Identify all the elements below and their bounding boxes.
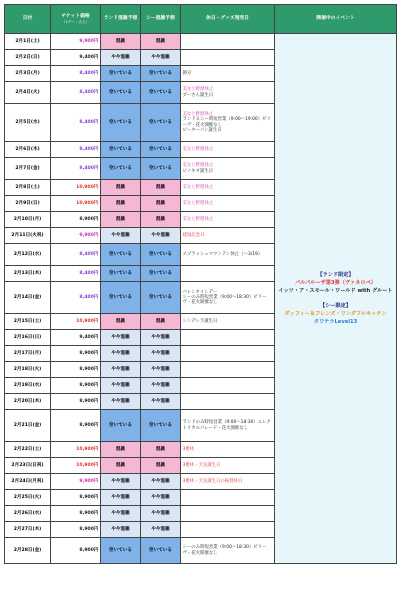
notes-cell <box>181 490 275 506</box>
date-cell: 2月27日(木) <box>5 522 51 538</box>
date-cell: 2月26日(水) <box>5 506 51 522</box>
price-cell: 8,900円 <box>51 522 101 538</box>
notes-cell <box>181 538 275 564</box>
sea-event-1: ダッフィー＆フレンズ・ワンダフルキッチン <box>284 310 387 317</box>
price-cell: 8,400円 <box>51 158 101 180</box>
notes-cell <box>181 522 275 538</box>
date-cell: 2月22日(土) <box>5 442 51 458</box>
land-crowd-cell: 空いている <box>101 266 141 282</box>
note-line: 美女と野獣休止 <box>182 216 214 222</box>
note-line: シーのみ時短営業（9:00～18:30）ビリーヴ・花火開催なし <box>182 545 267 556</box>
note-line: 美女と野獣休止 <box>182 111 214 117</box>
date-cell: 2月24日(月祝) <box>5 474 51 490</box>
sea-crowd-cell: 混雑 <box>141 458 181 474</box>
sea-crowd-cell: やや混雑 <box>141 50 181 66</box>
note-line: ピーターパン誕生日 <box>182 127 222 133</box>
land-crowd-cell: 混雑 <box>101 34 141 50</box>
notes-cell <box>181 34 275 50</box>
note-line: 建国記念日 <box>182 232 205 238</box>
date-cell: 2月11日(火祝) <box>5 228 51 244</box>
date-cell: 2月2日(日) <box>5 50 51 66</box>
date-cell: 2月3日(月) <box>5 66 51 82</box>
land-event-heading: 【ランド限定】 <box>317 272 354 279</box>
price-cell: 8,400円 <box>51 104 101 142</box>
date-cell: 2月15日(土) <box>5 314 51 330</box>
header-land: ランド混雑予想 <box>101 5 141 34</box>
date-cell: 2月13日(木) <box>5 266 51 282</box>
date-cell: 2月4日(火) <box>5 82 51 104</box>
sea-crowd-cell: 空いている <box>141 244 181 266</box>
sea-crowd-cell: やや混雑 <box>141 330 181 346</box>
price-cell: 10,900円 <box>51 314 101 330</box>
note-line: 3連休・天皇誕生日の振替休日 <box>182 478 243 484</box>
sea-crowd-cell: 混雑 <box>141 34 181 50</box>
note-line: ランドのみ時短営業（9:00～18:30）エレクトリカルパレード・花火開催なし <box>182 420 271 431</box>
land-crowd-cell: 空いている <box>101 66 141 82</box>
note-line: ランドＳシー時短営業（9:00～19:00）ビリーヴ・花火開催なし <box>182 117 271 128</box>
price-cell: 10,900円 <box>51 196 101 212</box>
price-cell: 8,400円 <box>51 142 101 158</box>
date-cell: 2月17日(月) <box>5 346 51 362</box>
sea-crowd-cell: 空いている <box>141 82 181 104</box>
notes-cell <box>181 378 275 394</box>
notes-cell <box>181 82 275 104</box>
price-cell: 8,900円 <box>51 410 101 442</box>
calendar-body <box>5 34 397 564</box>
land-crowd-cell: やや混雑 <box>101 330 141 346</box>
date-cell: 2月16日(日) <box>5 330 51 346</box>
land-crowd-cell: 混雑 <box>101 196 141 212</box>
land-crowd-cell: 混雑 <box>101 314 141 330</box>
land-event-1: パルパルーザ第3弾（ヴァネロペ） <box>294 280 376 287</box>
date-cell: 2月19日(水) <box>5 378 51 394</box>
price-cell: 10,900円 <box>51 180 101 196</box>
note-line: 3連休・天皇誕生日 <box>182 462 221 468</box>
land-crowd-cell: 空いている <box>101 410 141 442</box>
price-cell: 8,900円 <box>51 346 101 362</box>
land-crowd-cell: 空いている <box>101 282 141 314</box>
sea-crowd-cell: 混雑 <box>141 196 181 212</box>
land-crowd-cell: 空いている <box>101 538 141 564</box>
note-line: 美女と野獣休止 <box>182 87 214 93</box>
land-crowd-cell: 混雑 <box>101 180 141 196</box>
table-row <box>5 34 397 50</box>
date-cell: 2月28日(金) <box>5 538 51 564</box>
note-line: 美女と野獣休止 <box>182 146 214 152</box>
notes-cell <box>181 442 275 458</box>
date-cell: 2月1日(土) <box>5 34 51 50</box>
sea-crowd-cell: やや混雑 <box>141 394 181 410</box>
price-cell: 8,900円 <box>51 394 101 410</box>
price-cell: 8,400円 <box>51 66 101 82</box>
note-line: シーのみ時短営業（9:00～18:30）ビリーヴ・花火開催なし <box>182 294 267 306</box>
sea-crowd-cell: やや混雑 <box>141 378 181 394</box>
header-row <box>5 5 397 34</box>
date-cell: 2月14日(金) <box>5 282 51 314</box>
land-event-2: イッツ・ア・スモール・ワールド with グルート <box>278 288 393 295</box>
notes-cell <box>181 314 275 330</box>
header-events: 開催中のイベント <box>275 5 397 34</box>
notes-cell <box>181 410 275 442</box>
date-cell: 2月25日(火) <box>5 490 51 506</box>
date-cell: 2月23日(日祝) <box>5 458 51 474</box>
header-price: チケット価格 （1デー・大人） <box>51 5 101 34</box>
land-crowd-cell: 空いている <box>101 142 141 158</box>
price-cell: 8,900円 <box>51 212 101 228</box>
price-cell: 8,400円 <box>51 82 101 104</box>
land-crowd-cell: 混雑 <box>101 442 141 458</box>
price-cell: 9,400円 <box>51 330 101 346</box>
land-crowd-cell: 混雑 <box>101 458 141 474</box>
date-cell: 2月7日(金) <box>5 158 51 180</box>
land-crowd-cell: 空いている <box>101 104 141 142</box>
notes-cell <box>181 266 275 282</box>
land-crowd-cell: やや混雑 <box>101 50 141 66</box>
header-date: 日付 <box>5 5 51 34</box>
sea-crowd-cell: 混雑 <box>141 314 181 330</box>
notes-cell <box>181 244 275 266</box>
header-notes: 休日・グッズ発売日 <box>181 5 275 34</box>
land-crowd-cell: 空いている <box>101 82 141 104</box>
note-line: 節分 <box>182 70 192 76</box>
notes-cell <box>181 394 275 410</box>
sea-crowd-cell: やや混雑 <box>141 346 181 362</box>
date-cell: 2月12日(水) <box>5 244 51 266</box>
header-sea: シー混雑予想 <box>141 5 181 34</box>
notes-cell <box>181 330 275 346</box>
date-cell: 2月10日(月) <box>5 212 51 228</box>
sea-crowd-cell: 空いている <box>141 142 181 158</box>
price-cell: 8,400円 <box>51 282 101 314</box>
date-cell: 2月20日(木) <box>5 394 51 410</box>
notes-cell <box>181 506 275 522</box>
sea-crowd-cell: 空いている <box>141 66 181 82</box>
land-crowd-cell: やや混雑 <box>101 522 141 538</box>
sea-crowd-cell: 混雑 <box>141 180 181 196</box>
note-line: ブーさん誕生日 <box>182 92 214 98</box>
sea-crowd-cell: 空いている <box>141 282 181 314</box>
sea-crowd-cell: やや混雑 <box>141 228 181 244</box>
price-cell: 8,900円 <box>51 538 101 564</box>
land-crowd-cell: やや混雑 <box>101 228 141 244</box>
price-cell: 9,900円 <box>51 474 101 490</box>
date-cell: 2月8日(土) <box>5 180 51 196</box>
sea-crowd-cell: 混雑 <box>141 212 181 228</box>
notes-cell <box>181 458 275 474</box>
notes-cell <box>181 104 275 142</box>
land-crowd-cell: やや混雑 <box>101 506 141 522</box>
sea-crowd-cell: 混雑 <box>141 442 181 458</box>
sea-crowd-cell: 空いている <box>141 158 181 180</box>
sea-crowd-cell: やや混雑 <box>141 506 181 522</box>
sea-crowd-cell: やや混雑 <box>141 522 181 538</box>
notes-cell <box>181 158 275 180</box>
notes-cell <box>181 212 275 228</box>
land-crowd-cell: やや混雑 <box>101 346 141 362</box>
notes-cell <box>181 66 275 82</box>
date-cell: 2月21日(金) <box>5 410 51 442</box>
land-crowd-cell: やや混雑 <box>101 362 141 378</box>
sea-crowd-cell: 空いている <box>141 410 181 442</box>
land-crowd-cell: やや混雑 <box>101 378 141 394</box>
calendar-table <box>4 4 397 564</box>
sea-event-2: タワテラLevel13 <box>313 318 358 325</box>
notes-cell <box>181 282 275 314</box>
price-cell: 9,900円 <box>51 228 101 244</box>
land-crowd-cell: 空いている <box>101 244 141 266</box>
date-cell: 2月6日(木) <box>5 142 51 158</box>
sea-event-heading: 【シー限定】 <box>319 302 352 309</box>
notes-cell <box>181 346 275 362</box>
date-cell: 2月5日(水) <box>5 104 51 142</box>
price-cell: 8,400円 <box>51 244 101 266</box>
sea-crowd-cell: やや混雑 <box>141 474 181 490</box>
sea-crowd-cell: 空いている <box>141 266 181 282</box>
price-cell: 8,400円 <box>51 266 101 282</box>
land-crowd-cell: やや混雑 <box>101 474 141 490</box>
sea-crowd-cell: 空いている <box>141 104 181 142</box>
notes-cell <box>181 362 275 378</box>
crowd-calendar <box>4 4 396 564</box>
price-cell: 8,900円 <box>51 378 101 394</box>
sea-crowd-cell: やや混雑 <box>141 490 181 506</box>
date-cell: 2月9日(日) <box>5 196 51 212</box>
price-cell: 8,900円 <box>51 362 101 378</box>
note-line: 美女と野獣休止 <box>182 184 214 190</box>
land-crowd-cell: やや混雑 <box>101 394 141 410</box>
notes-cell <box>181 180 275 196</box>
notes-cell <box>181 228 275 244</box>
note-line: 美女と野獣休止 <box>182 163 214 169</box>
price-cell: 10,900円 <box>51 458 101 474</box>
sea-crowd-cell: やや混雑 <box>141 362 181 378</box>
land-crowd-cell: 混雑 <box>101 212 141 228</box>
notes-cell <box>181 196 275 212</box>
land-crowd-cell: やや混雑 <box>101 490 141 506</box>
price-cell: 8,900円 <box>51 506 101 522</box>
note-line: 3連休 <box>182 446 195 452</box>
note-line: 美女と野獣休止 <box>182 200 214 206</box>
note-line: バレンタインデー <box>182 289 218 295</box>
price-cell: 9,900円 <box>51 34 101 50</box>
price-cell: 8,900円 <box>51 490 101 506</box>
sea-crowd-cell: 空いている <box>141 538 181 564</box>
price-cell: 10,900円 <box>51 442 101 458</box>
notes-cell <box>181 474 275 490</box>
notes-cell <box>181 50 275 66</box>
land-crowd-cell: 空いている <box>101 158 141 180</box>
note-line: スプラッシュマウンテン休止（～3/19） <box>182 251 263 257</box>
date-cell: 2月18日(火) <box>5 362 51 378</box>
note-line: ピノキオ誕生日 <box>182 168 214 174</box>
note-line: シンデレラ誕生日 <box>182 318 218 324</box>
price-cell: 9,400円 <box>51 50 101 66</box>
events-cell <box>275 34 397 564</box>
notes-cell <box>181 142 275 158</box>
